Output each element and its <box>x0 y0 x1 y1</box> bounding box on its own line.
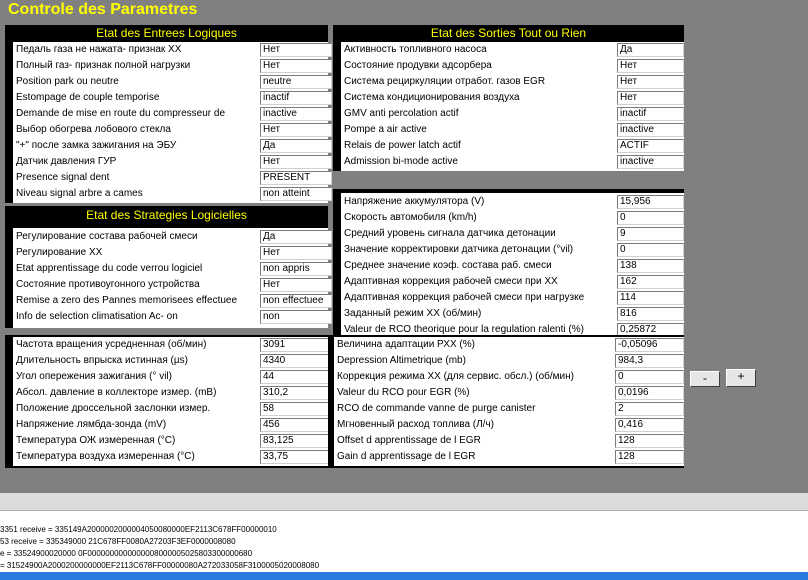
param-value-field[interactable]: 9 <box>617 227 684 241</box>
param-value-field[interactable]: Нет <box>260 123 332 137</box>
param-label: Длительность впрыска истинная (µs) <box>16 355 188 366</box>
param-label: Педаль газа не нажата- признак ХХ <box>16 44 182 55</box>
param-label: Demande de mise en route du compresseur de <box>16 108 226 119</box>
param-label: Remise a zero des Pannes memorisees effectuee <box>16 295 238 306</box>
param-label: Абсол. давление в коллекторе измер. (mB) <box>16 387 217 398</box>
log-line: 3351 receive = 335149A2000002000004050080000EF2113C678FF00000010 <box>0 525 277 534</box>
plus-button[interactable]: + <box>726 369 756 387</box>
param-value-field[interactable]: Да <box>617 43 684 57</box>
param-label: "+" после замка зажигания на ЭБУ <box>16 140 177 151</box>
param-label: Скорость автомобиля (km/h) <box>344 212 477 223</box>
param-label: Угол опережения зажигания (° vil) <box>16 371 172 382</box>
param-value-field[interactable]: inactive <box>617 155 684 169</box>
param-value-field[interactable]: Да <box>260 139 332 153</box>
param-value-field[interactable]: Нет <box>617 75 684 89</box>
param-label: Relais de power latch actif <box>344 140 461 151</box>
param-label: Info de selection climatisation Ac- on <box>16 311 178 322</box>
param-value-field[interactable]: Нет <box>260 278 332 292</box>
param-value-field[interactable]: Нет <box>260 43 332 57</box>
param-value-field[interactable]: Нет <box>617 59 684 73</box>
param-label: Система кондиционирования воздуха <box>344 92 520 103</box>
param-value-field[interactable]: Нет <box>617 91 684 105</box>
param-label: Активность топливного насоса <box>344 44 487 55</box>
minus-button[interactable]: - <box>690 371 720 387</box>
log-panel <box>0 511 808 572</box>
param-value-field[interactable]: 33,75 <box>260 450 332 464</box>
param-label: Offset d apprentissage de l EGR <box>337 435 481 446</box>
param-value-field[interactable]: 0,0196 <box>615 386 684 400</box>
param-value-field[interactable]: inactive <box>617 123 684 137</box>
param-value-field[interactable]: 0,416 <box>615 418 684 432</box>
param-label: Niveau signal arbre a cames <box>16 188 143 199</box>
param-value-field[interactable]: 162 <box>617 275 684 289</box>
param-value-field[interactable]: Да <box>260 230 332 244</box>
panel-strategies <box>5 206 328 328</box>
param-value-field[interactable]: 816 <box>617 307 684 321</box>
param-value-field[interactable]: PRESENT <box>260 171 332 185</box>
param-value-field[interactable]: 0 <box>617 211 684 225</box>
panel-mesures-bottom <box>328 335 684 468</box>
param-value-field[interactable]: 15,956 <box>617 195 684 209</box>
param-label: Значение корректировки датчика детонации (°vil) <box>344 244 574 255</box>
log-line: 53 receive = 335349000 21C678FF0080A27203F3EF0000008080 <box>0 537 236 546</box>
param-value-field[interactable]: Нет <box>260 155 332 169</box>
param-value-field[interactable]: Нет <box>260 246 332 260</box>
param-value-field[interactable]: neutre <box>260 75 332 89</box>
param-label: Состояние противоугонного устройства <box>16 279 200 290</box>
log-line: e = 33524900020000 0F0000000000000008000005025803300000680 <box>0 549 253 558</box>
param-label: Estompage de couple temporise <box>16 92 160 103</box>
mesures-bottom-grid <box>334 337 684 466</box>
log-line: = 31524900A2000200000000EF2113C678FF00000080A272033058F3100005020008080 <box>0 561 320 570</box>
param-value-field[interactable]: -0,05096 <box>615 338 684 352</box>
param-label: Коррекция режима ХХ (для сервис. обсл.) (об/мин) <box>337 371 574 382</box>
page-title: Controle des Parametres <box>8 1 198 18</box>
param-label: Gain d apprentissage de l EGR <box>337 451 476 462</box>
param-value-field[interactable]: 128 <box>615 434 684 448</box>
param-value-field[interactable]: 128 <box>615 450 684 464</box>
param-value-field[interactable]: non <box>260 310 332 324</box>
param-value-field[interactable]: 456 <box>260 418 332 432</box>
param-value-field[interactable]: 0,25872 <box>617 323 684 337</box>
param-label: Мгновенный расход топлива (Л/ч) <box>337 419 495 430</box>
param-label: Valeur de RCO theorique pour la regulation ralenti (%) <box>344 324 584 335</box>
param-label: Положение дроссельной заслонки измер. <box>16 403 211 414</box>
param-label: Состояние продувки адсорбера <box>344 60 492 71</box>
param-label: Регулирование ХХ <box>16 247 103 258</box>
panel-sorties-title: Etat des Sorties Tout ou Rien <box>430 26 587 40</box>
param-label: Система рециркуляции отработ. газов EGR <box>344 76 546 87</box>
param-value-field[interactable]: 984,3 <box>615 354 684 368</box>
panel-strategies-title: Etat des Strategies Logicielles <box>86 208 247 222</box>
entrees-grid <box>13 42 328 203</box>
param-value-field[interactable]: inactive <box>260 107 332 121</box>
param-label: Заданный режим ХХ (об/мин) <box>344 308 482 319</box>
param-label: Depression Altimetrique (mb) <box>337 355 466 366</box>
param-value-field[interactable]: 0 <box>615 370 684 384</box>
param-value-field[interactable]: 3091 <box>260 338 332 352</box>
bottom-bar <box>0 572 808 580</box>
panel-entrees-logiques <box>5 25 328 203</box>
mesures-right-grid <box>341 193 684 338</box>
param-value-field[interactable]: 83,125 <box>260 434 332 448</box>
param-label: Адаптивная коррекция рабочей смеси при ХХ <box>344 276 558 287</box>
param-label: Presence signal dent <box>16 172 110 183</box>
status-strip <box>0 493 808 511</box>
param-value-field[interactable]: Нет <box>260 59 332 73</box>
param-label: Величина адаптации РХХ (%) <box>337 339 475 350</box>
mesures-left-grid <box>13 337 328 466</box>
param-value-field[interactable]: ACTIF <box>617 139 684 153</box>
param-label: Температура воздуха измеренная (°C) <box>16 451 195 462</box>
strategies-grid <box>13 228 328 328</box>
param-label: RCO de commande vanne de purge canister <box>337 403 536 414</box>
param-value-field[interactable]: 58 <box>260 402 332 416</box>
param-value-field[interactable]: non atteint <box>260 187 332 201</box>
param-label: Выбор обогрева лобового стекла <box>16 124 171 135</box>
param-value-field[interactable]: non appris <box>260 262 332 276</box>
param-value-field[interactable]: inactif <box>617 107 684 121</box>
param-label: Частота вращения усредненная (об/мин) <box>16 339 207 350</box>
param-label: Etat apprentissage du code verrou logiciel <box>16 263 203 274</box>
param-label: Полный газ- признак полной нагрузки <box>16 60 191 71</box>
param-label: Температура ОЖ измеренная (°C) <box>16 435 176 446</box>
param-label: Адаптивная коррекция рабочей смеси при нагрузке <box>344 292 585 303</box>
param-label: Датчик давления ГУР <box>16 156 117 167</box>
param-label: Напряжение аккумулятора (V) <box>344 196 485 207</box>
sorties-grid <box>341 42 684 171</box>
panel-mesures-left <box>5 335 328 468</box>
panel-entrees-title: Etat des Entrees Logiques <box>96 26 237 40</box>
param-label: Position park ou neutre <box>16 76 119 87</box>
param-label: Pompe a air active <box>344 124 427 135</box>
param-label: Средний уровень сигнала датчика детонации <box>344 228 556 239</box>
panel-sorties <box>333 25 684 171</box>
param-label: Admission bi-mode active <box>344 156 458 167</box>
param-value-field[interactable]: 138 <box>617 259 684 273</box>
param-label: Напряжение лямбда-зонда (mV) <box>16 419 167 430</box>
param-label: Регулирование состава рабочей смеси <box>16 231 198 242</box>
param-value-field[interactable]: inactif <box>260 91 332 105</box>
param-value-field[interactable]: 2 <box>615 402 684 416</box>
param-value-field[interactable]: 0 <box>617 243 684 257</box>
param-value-field[interactable]: 4340 <box>260 354 332 368</box>
param-label: Valeur du RCO pour EGR (%) <box>337 387 470 398</box>
panel-mesures-right <box>333 189 684 338</box>
param-label: GMV anti percolation actif <box>344 108 459 119</box>
param-label: Среднее значение коэф. состава раб. смеси <box>344 260 552 271</box>
param-value-field[interactable]: non effectuee <box>260 294 332 308</box>
param-value-field[interactable]: 310,2 <box>260 386 332 400</box>
param-value-field[interactable]: 44 <box>260 370 332 384</box>
param-value-field[interactable]: 114 <box>617 291 684 305</box>
